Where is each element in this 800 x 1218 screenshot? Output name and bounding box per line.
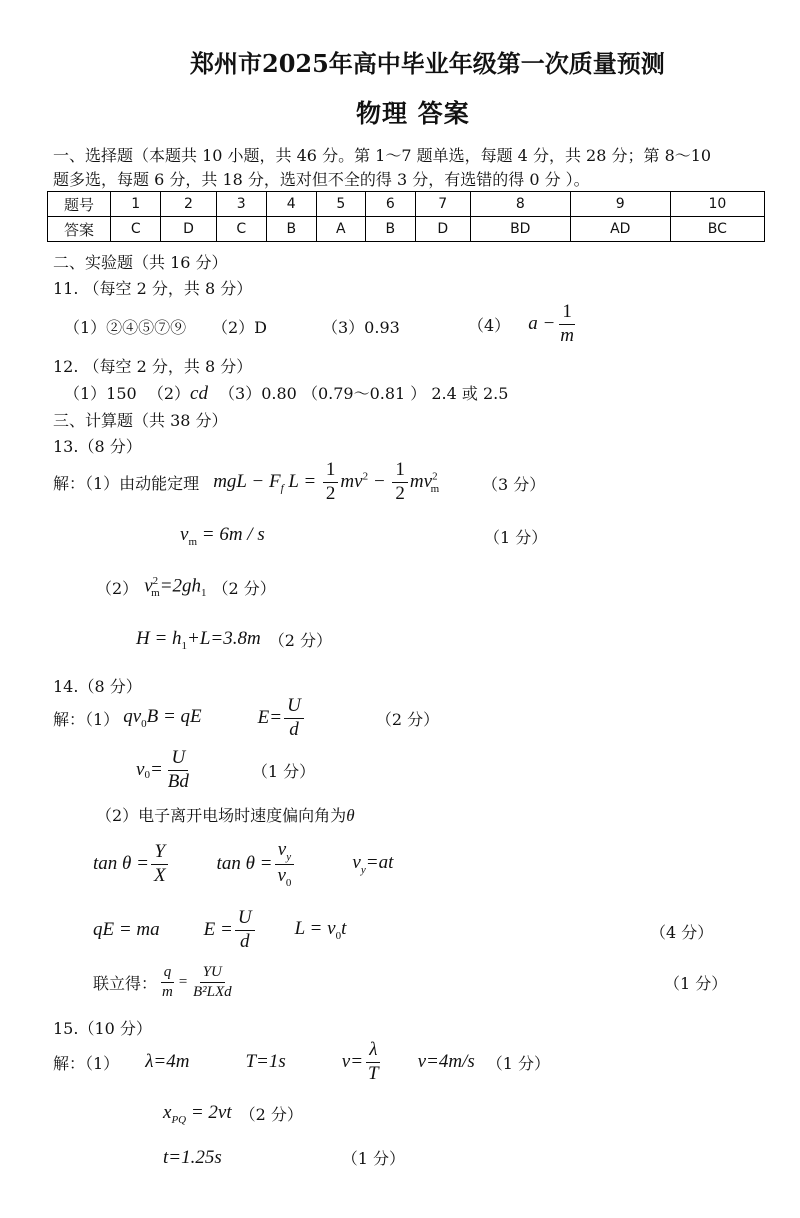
q14-line1 [53,696,439,741]
answer-cell: BC [670,217,764,242]
q14-line6-prefix: 联立得： [93,973,158,993]
q14-line1-equation2: E= $\frac{U}{d}$ [258,696,306,741]
q14-line1-prefix: 解：（1） [53,709,120,729]
fraction-numerator: λ [366,1040,380,1063]
fraction-denominator: X [153,864,166,886]
q13-line3 [96,575,276,599]
section3-heading: 三、计算题（共 38 分） [53,411,228,430]
answer-table [47,191,765,242]
q15-line3 [163,1146,405,1169]
row-label-question: 题号 [48,192,111,217]
question-number: 7 [415,192,470,217]
q12-answer-2-label: （2） [147,384,191,403]
q14-line4-eq-b: tan θ = $\frac{v_y}{v_0}$ [217,840,297,889]
q13-line4-score: （2 分） [268,631,333,651]
q13-line2-equation: $v_m = 6m / s$ [180,524,265,548]
answer-cell: D [415,217,470,242]
page-subtitle: 物理 答案 [356,99,470,128]
q14-line4-eq-a: tan θ = $\frac{Y}{X}$ [93,842,171,887]
q11-answer-3: （3）0.93 [322,318,400,337]
fraction-denominator: 2 [395,482,405,504]
q12-answer-2-value: cd [190,383,208,404]
q14-title: 14.（8 分） [53,677,142,696]
fraction-numerator: Y [151,842,168,865]
eq-sub: f [280,482,284,495]
q13-line2-score: （1 分） [484,528,548,547]
q14-line5 [93,908,346,953]
question-number: 3 [216,192,266,217]
q15-line1-eq-a: λ=4m [145,1051,190,1073]
fraction-numerator: U [284,696,304,719]
eq-part: mgL − F [213,470,281,492]
answer-table-number-row [48,192,765,217]
q15-line3-score: （1 分） [341,1149,406,1168]
answer-cell: C [111,217,161,242]
q15-line2 [163,1102,303,1126]
section1-instructions-line2: 题多选，每题 6 分，共 18 分，选对但不全的得 3 分，有选错的得 0 分 ）。 [53,170,590,189]
q13-line1-prefix: 解：（1）由动能定理 [53,473,200,493]
q13-line3-score: （2 分） [212,578,276,598]
question-number: 4 [266,192,316,217]
q14-line2 [136,748,315,793]
fraction-numerator: YU [200,964,225,983]
fraction-denominator: B²LXd [192,983,232,1000]
q15-line1-score: （1 分） [486,1053,551,1073]
q15-line2-score: （2 分） [239,1105,303,1125]
q14-line6 [93,964,237,1000]
q13-title: 13.（8 分） [53,437,142,456]
answer-cell: B [366,217,416,242]
q14-line1-score: （2 分） [375,709,440,729]
answer-cell: D [161,217,216,242]
q15-line2-equation: $x_{PQ} = 2vt$ [163,1102,232,1126]
q14-line6-score: （1 分） [664,974,728,993]
fraction-denominator: 2 [325,482,336,504]
fraction-denominator: Bd [167,770,189,792]
fraction-numerator: U [235,908,255,931]
answer-cell: C [216,217,266,242]
q15-line1-eq-b: T=1s [245,1051,286,1073]
q12-title: 12. （每空 2 分，共 8 分） [53,357,253,376]
q11-answer-4-label: （4） [468,315,511,335]
q12-answers [64,381,508,405]
row-label-answer: 答案 [48,217,111,242]
answer-cell: BD [470,217,570,242]
q12-answer-3: （3）0.80 （0.79～0.81 ） 2.4 或 2.5 [219,384,509,403]
answer-cell: B [266,217,316,242]
q15-line1-eq-c: v= $\frac{\lambda}{T}$ [342,1040,384,1085]
fraction-denominator: m [560,324,574,346]
answer-cell: AD [570,217,670,242]
question-number: 6 [366,192,416,217]
q14-line3: （2）电子离开电场时速度偏向角为θ [96,806,355,825]
q13-line3-prefix: （2） [96,578,139,598]
q11-answer-4-lhs: a − [528,313,556,335]
q11-title: 11. （每空 2 分，共 8 分） [53,279,253,298]
q14-line5-eq-a: qE = ma [93,919,160,941]
eq-part: L = [288,470,317,492]
fraction-denominator: d [289,718,299,740]
q13-line1-equation: mgL − $F_f$ L = $\frac{1}{2}$ $mv^2$ − $\frac{1}{2}$ $mv^2_m$ [213,459,440,504]
q14-line2-equation: v $_0$ = $\frac{U}{Bd}$ [136,748,194,793]
section1-instructions-line1: 一、选择题（本题共 10 小题，共 46 分。第 1～7 题单选，每题 4 分，共 28 分；第 8～10 [53,146,712,165]
fraction-denominator: d [239,930,250,952]
q15-line3-equation: t=1.25s [163,1146,222,1168]
question-number: 5 [316,192,365,217]
q13-line1 [53,460,439,505]
q13-line4-equation: $H = h_1+L=3.8m$ [136,628,261,652]
question-number: 1 [111,192,161,217]
section2-heading: 二、实验题（共 16 分） [53,253,228,272]
q11-answer-4 [468,302,579,347]
fraction-numerator: 1 [323,460,339,483]
fraction-numerator: U [168,748,188,771]
q14-line6-equation: $\frac{q}{m}$ = $\frac{YU}{\text{B²LXd}}$ [157,964,237,1000]
q15-line1 [53,1040,550,1085]
q13-line1-score: （3 分） [482,475,546,494]
q15-line1-eq-d: v=4m/s [417,1051,475,1073]
answer-cell: A [316,217,365,242]
q11-answer-4-fraction [557,302,577,347]
answer-table-answer-row [48,217,765,242]
page-title: 郑州市2025年高中毕业年级第一次质量预测 [190,49,665,78]
q14-line2-score: （1 分） [251,761,316,781]
q12-answer-1: （1）150 [64,384,137,403]
question-number: 9 [570,192,670,217]
q15-title: 15.（10 分） [53,1019,152,1038]
question-number: 10 [670,192,764,217]
q14-line1-equation: $qv_0B$ = qE [123,706,202,731]
q15-line1-prefix: 解：（1） [53,1053,120,1073]
q13-line3-equation: $v^2_m=2gh_1$ [144,575,207,600]
fraction-denominator: m [162,983,173,1000]
q14-line5-eq-c: $L = v_0t$ [294,918,347,943]
q11-answer-1: （1）②④⑤⑦⑨ [64,318,187,337]
q11-answer-2: （2）D [212,318,268,337]
q14-line4 [93,840,393,889]
fraction-numerator: q [161,964,175,983]
q14-line4-eq-c: $v_y=at$ [352,852,394,877]
question-number: 8 [470,192,570,217]
fraction-numerator: 1 [392,460,408,483]
q14-line5-score: （4 分） [650,923,714,942]
q13-line4 [136,628,332,652]
fraction-numerator: 1 [559,302,575,325]
fraction-denominator: T [368,1062,379,1084]
q14-line5-eq-b: E = $\frac{U}{d}$ [204,908,257,953]
question-number: 2 [161,192,216,217]
